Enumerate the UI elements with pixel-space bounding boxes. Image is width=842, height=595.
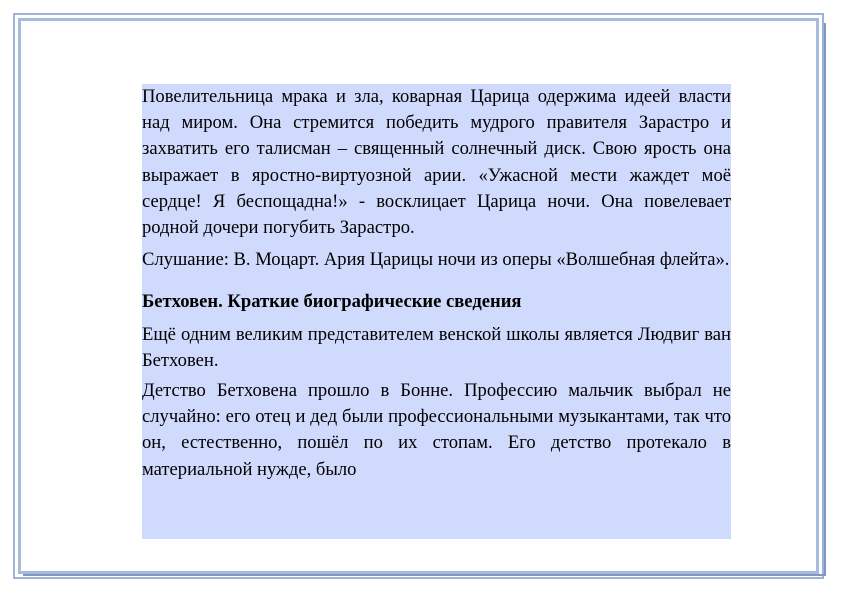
paragraph-listening: Слушание: В. Моцарт. Ария Царицы ночи из оперы «Волшебная флейта». bbox=[142, 249, 730, 271]
paragraph-beethoven-intro: Ещё одним великим представителем венской школы является Людвиг ван Бетховен. bbox=[142, 323, 731, 371]
paragraph-beethoven-childhood: Детство Бетховена прошло в Бонне. Профессию мальчик выбрал не случайно: его отец и дед были профессиональными музыкантами, так что он, естественно, пошёл по их стопам. Его детство протекало в материальной нужде, было bbox=[142, 380, 731, 480]
text-block bbox=[142, 84, 731, 539]
section-heading: Бетховен. Краткие биографические сведения bbox=[142, 291, 522, 313]
paragraph-queen-of-night: Повелительница мрака и зла, коварная Царица одержима идеей власти над миром. Она стремится победить мудрого правителя Зарастро и захватить его талисман – священный солнечный диск. Свою ярость она выражает в яростно-виртуозной арии. «Ужасной мести жаждет моё сердце! Я беспощадна!» - восклицает Царица ночи. Она повелевает родной дочери погубить Зарастро. bbox=[142, 86, 731, 239]
